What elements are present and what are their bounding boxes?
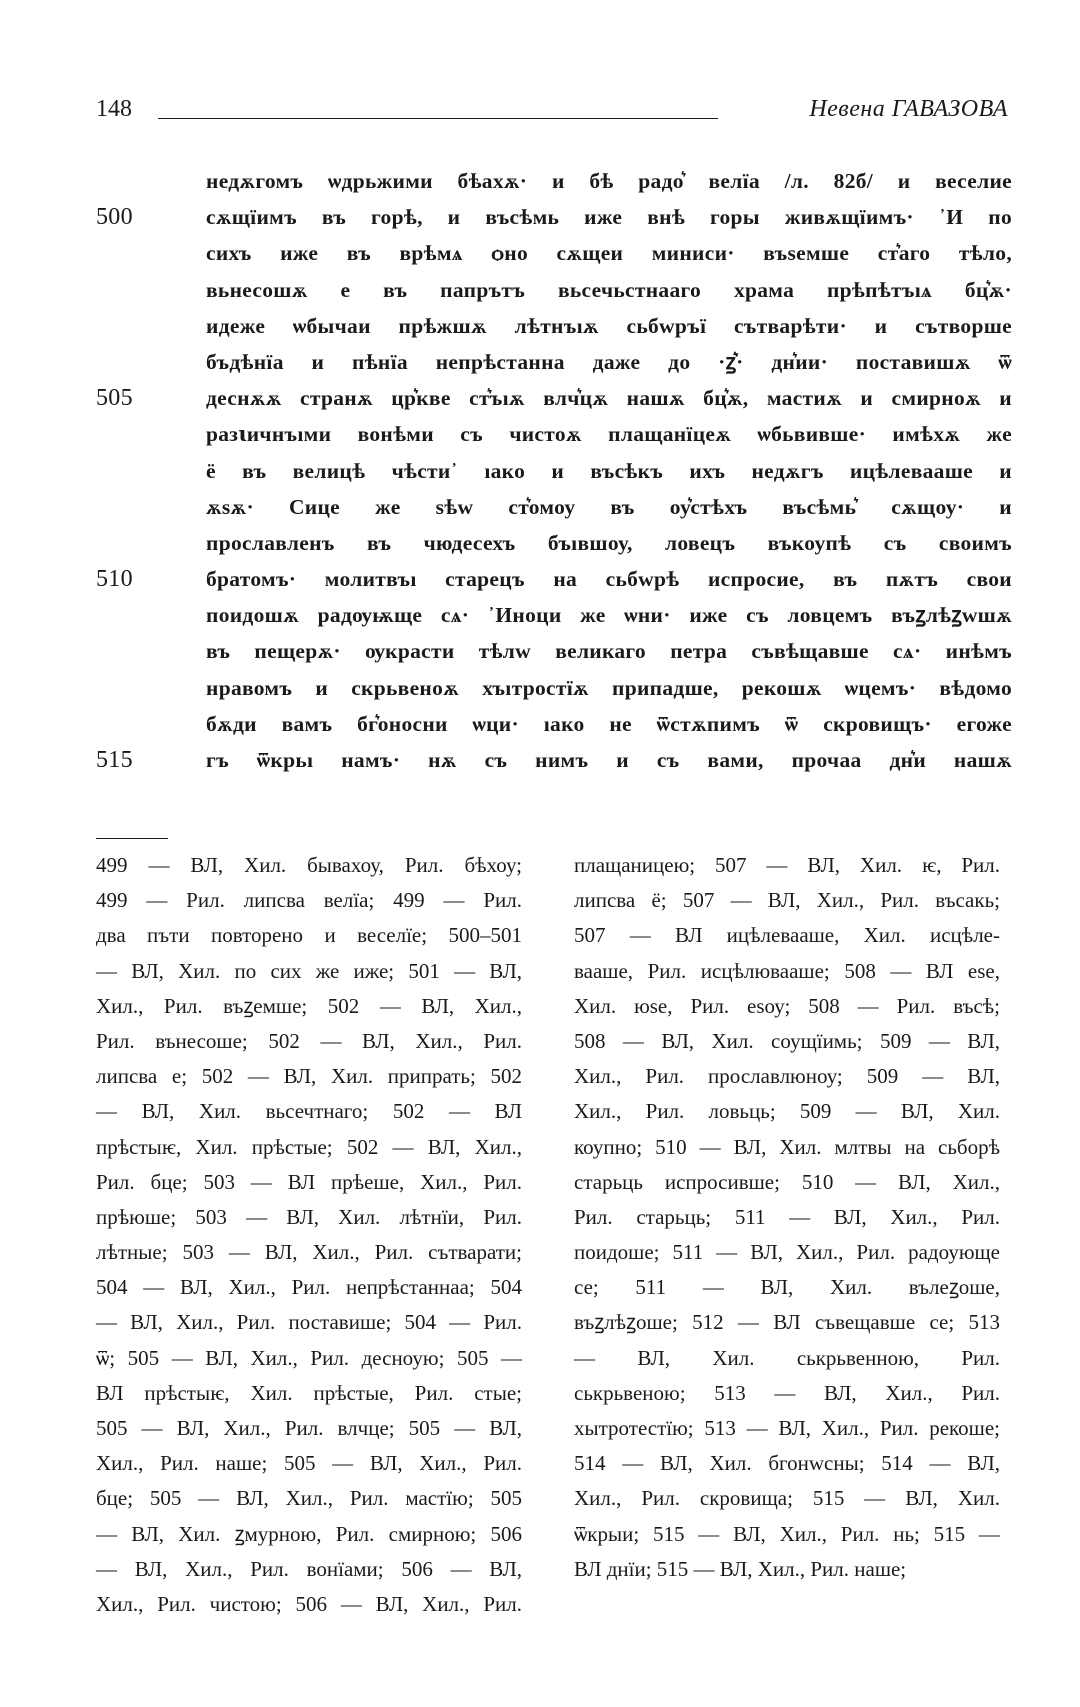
footnote-rule	[96, 838, 168, 839]
footnote-line: ВЛ днїи; 515 — ВЛ, Хил., Рил. наше;	[574, 1556, 907, 1581]
footnote-line: Хил., Рил. чистою; 506 — ВЛ, Хил., Рил.	[96, 1591, 522, 1616]
footnote-line: — ВЛ, Хил., Рил. вонїами; 506 — ВЛ,	[96, 1556, 522, 1581]
line-text: нравомъ и скрьвеноѫ хъıтростїѫ припадше, рекошѫ ѡцемъ· вѣдомо	[206, 675, 1012, 700]
footnote-line: коупно; 510 — ВЛ, Хил. млтвы на сьборѣ	[574, 1134, 1000, 1159]
line-text: въ пещерѫ· ѹкрасти тѣлw великаго петра съвѣщавше сѧ· инѣмъ	[206, 639, 1012, 664]
footnote-line: 505 — ВЛ, Хил., Рил. влчце; 505 — ВЛ,	[96, 1416, 522, 1440]
footnote-line: поидоше; 511 — ВЛ, Хил., Рил. радоующе	[574, 1240, 1000, 1265]
footnote-line: 504 — ВЛ, Хил., Рил. непрѣстаннаа; 504	[96, 1275, 522, 1300]
footnote-line: въꙁлѣꙁоше; 512 — ВЛ съвещавше се; 513	[574, 1310, 1000, 1335]
footnote-line: — ВЛ, Хил. ꙁмурною, Рил. смирною; 506	[96, 1521, 522, 1546]
line-text: идеже ѡбычаи прѣжшѫ лѣтнъıѫ сьбwръї сътварѣти· и сътворше	[206, 313, 1012, 338]
footnote-line: — ВЛ, Хил. по сих же иже; 501 — ВЛ,	[96, 958, 522, 983]
line-text: деснѫѫ странѫ цр͛кве ст͛ъıѫ влч͛цѫ нашѫ бц͛ѫ, мастиѫ и смирноѫ и	[206, 386, 1012, 411]
footnote-line: Хил., Рил. скровища; 515 — ВЛ, Хил.	[574, 1486, 1000, 1511]
footnote-line: ѿкрыи; 515 — ВЛ, Хил., Рил. нь; 515 —	[574, 1521, 1000, 1546]
page-header	[96, 96, 1008, 136]
footnote-column-right	[574, 848, 1000, 1587]
line-number: 505	[96, 385, 133, 412]
footnote-line: липсва е; 502 — ВЛ, Хил. припрать; 502	[96, 1064, 522, 1089]
text-line	[96, 742, 1016, 778]
line-text: братомъ· молитвъı старецъ на сьбwрѣ испросие, въ пѫтъ свои	[206, 567, 1012, 592]
footnote-line: 499 — Рил. липсва велїа; 499 — Рил.	[96, 888, 522, 913]
line-text: сихъ иже въ врѣмѧ ѻно сѫщеи миниси· въѕемше ст͛аго тѣло,	[206, 241, 1012, 266]
line-text: ѫѕѫ· Сице же ѕѣw ст͛омоу въ оу͛стѣхъ въсѣмь͛ сѫщоу· и	[206, 494, 1012, 519]
line-text: прославленъ въ чюдесехъ бъıвшоу, ловецъ въкоупѣ съ своимъ	[206, 530, 1012, 555]
footnote-line: ѿ; 505 — ВЛ, Хил., Рил. десноую; 505 —	[96, 1345, 522, 1370]
text-line	[96, 199, 1016, 235]
text-line	[96, 163, 1016, 199]
footnote-line: старьць испросивше; 510 — ВЛ, Хил.,	[574, 1169, 1000, 1194]
footnote-line: ВЛ прѣстыѥ, Хил. прѣстые, Рил. стые;	[96, 1380, 522, 1405]
text-line	[96, 489, 1016, 525]
footnote-line: Хил. юѕе, Рил. еѕоу; 508 — Рил. въсѣ;	[574, 993, 1000, 1018]
text-line	[96, 344, 1016, 380]
text-line	[96, 597, 1016, 633]
footnote-line: вааше, Рил. исцѣлювааше; 508 — ВЛ еѕе,	[574, 958, 1000, 983]
main-text	[96, 163, 1016, 778]
footnote-line: два пъти повторено и веселїе; 500–501	[96, 923, 522, 948]
footnote-line: лѣтные; 503 — ВЛ, Хил., Рил. сътварати;	[96, 1240, 522, 1265]
line-text: недѫгомъ ѡдрьжими бѣахѫ· и бѣ радо͛ велїа /л. 82б/ и веселие	[206, 169, 1012, 193]
footnote-line: хытротестїю; 513 — ВЛ, Хил., Рил. рекоше;	[574, 1416, 1000, 1440]
footnote-line: 507 — ВЛ ицѣлевааше, Хил. исцѣле-	[574, 923, 1000, 948]
footnote-line: липсва ё; 507 — ВЛ, Хил., Рил. въсакь;	[574, 888, 1000, 913]
footnote-line: ськрьвеною; 513 — ВЛ, Хил., Рил.	[574, 1380, 1000, 1405]
running-head: Невена ГАВАЗОВА	[809, 96, 1008, 122]
text-line	[96, 453, 1016, 489]
footnote-line: Рил. старьць; 511 — ВЛ, Хил., Рил.	[574, 1204, 1000, 1229]
text-line	[96, 308, 1016, 344]
footnote-line: 514 — ВЛ, Хил. бгонwсны; 514 — ВЛ,	[574, 1451, 1000, 1476]
text-line	[96, 272, 1016, 308]
line-text: бъдѣнїа и пѣнїа непрѣстанна даже до ·ꙁ͛· дн͛ии· поставишѫ ѿ	[206, 349, 1012, 374]
line-number: 500	[96, 204, 133, 231]
footnote-line: Рил. вънесоше; 502 — ВЛ, Хил., Рил.	[96, 1028, 522, 1053]
footnote-line: плащаницею; 507 — ВЛ, Хил. ѥ, Рил.	[574, 853, 1000, 877]
text-line	[96, 706, 1016, 742]
footnote-line: прѣюше; 503 — ВЛ, Хил. лѣтнїи, Рил.	[96, 1204, 522, 1229]
footnote-line: Хил., Рил. ловьць; 509 — ВЛ, Хил.	[574, 1099, 1000, 1124]
footnote-line: — ВЛ, Хил. ськрьвенною, Рил.	[574, 1345, 1000, 1370]
text-line	[96, 525, 1016, 561]
line-number: 515	[96, 747, 133, 773]
line-text: поидошѫ радѹѭще сѧ· ᾿Иноци же ѡни· иже съ ловцемъ въꙁлѣꙁwшѫ	[206, 603, 1012, 628]
text-line	[96, 561, 1016, 597]
footnote-line: — ВЛ, Хил. вьсечтнаго; 502 — ВЛ	[96, 1099, 522, 1124]
text-line	[96, 670, 1016, 706]
line-text: ё въ велицѣ чѣсти᾿ ıако и въсѣкъ ихъ недѫгъ ицѣлевааше и	[206, 458, 1012, 483]
footnote-line: се; 511 — ВЛ, Хил. вълеꙁоше,	[574, 1275, 1000, 1300]
page-number: 148	[96, 96, 132, 122]
text-line	[96, 380, 1016, 416]
line-text: бѫди вамъ бг͛оносни ѡци· ıако не ѿстѫпимъ ѿ скровищъ· егоже	[206, 711, 1012, 736]
footnote-line: Рил. бце; 503 — ВЛ прѣеше, Хил., Рил.	[96, 1169, 522, 1194]
footnote-line: прѣстыѥ, Хил. прѣстые; 502 — ВЛ, Хил.,	[96, 1134, 522, 1159]
footnote-line: 499 — ВЛ, Хил. бывахоу, Рил. бѣхоу;	[96, 853, 522, 877]
text-line	[96, 633, 1016, 669]
footnote-line: — ВЛ, Хил., Рил. поставише; 504 — Рил.	[96, 1310, 522, 1335]
line-text: вьнесошѫ е въ папрътъ вьсечьстнааго храма прѣпѣтъıѧ бц͛ѫ·	[206, 277, 1012, 302]
footnote-line: бце; 505 — ВЛ, Хил., Рил. мастїю; 505	[96, 1486, 522, 1511]
line-number: 510	[96, 566, 133, 593]
footnote-line: 508 — ВЛ, Хил. соущїимь; 509 — ВЛ,	[574, 1028, 1000, 1053]
footnote-line: Хил., Рил. въꙁемше; 502 — ВЛ, Хил.,	[96, 993, 522, 1018]
line-text: сѫщїимъ въ горѣ, и въсѣмь иже внѣ горы живѫщїимъ· ᾿И по	[206, 205, 1012, 230]
header-rule	[158, 118, 718, 119]
footnote-line: Хил., Рил. прославлюноу; 509 — ВЛ,	[574, 1064, 1000, 1089]
footnote-line: Хил., Рил. наше; 505 — ВЛ, Хил., Рил.	[96, 1451, 522, 1476]
line-text: разꙇичнъıми вонѣми съ чистоѫ плащанїцеѫ ѡбьвивше· имѣхѫ же	[206, 422, 1012, 447]
text-line	[96, 416, 1016, 452]
footnote-column-left	[96, 848, 522, 1622]
text-line	[96, 235, 1016, 271]
line-text: гъ ѿкрьı намъ· нѫ съ нимъ и съ вами, прочаа дн͛и нашѫ	[206, 748, 1012, 772]
